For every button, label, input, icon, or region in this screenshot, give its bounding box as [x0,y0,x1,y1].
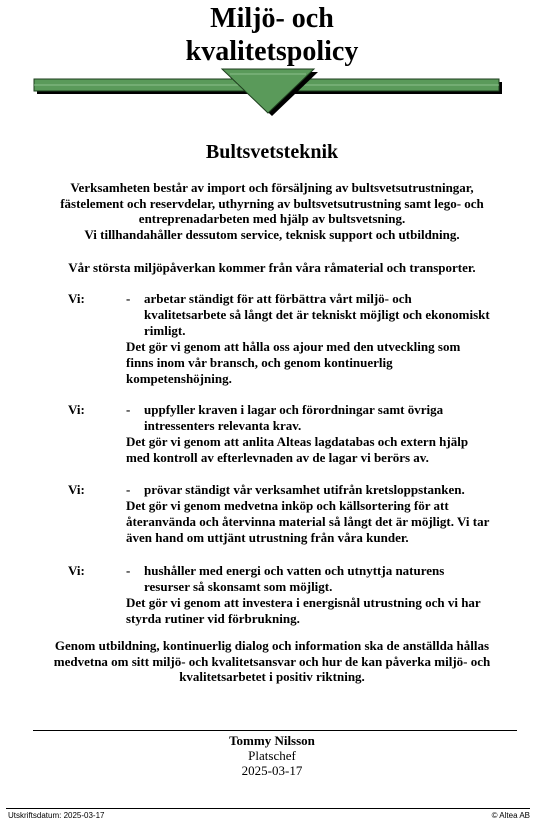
copyright-notice: © Altea AB [491,811,530,820]
title-line-2: kvalitetspolicy [185,36,359,67]
pledge-method [126,595,516,627]
pledge-method-line: även hand om uttjänt utrustning från våra kunder. [126,530,409,545]
pledge-method [126,498,516,546]
pledge-point-line: prövar ständigt vår verksamhet utifrån kretsloppstanken. [144,482,465,497]
pledge-method-line: Det gör vi genom att investera i energisnål utrustning och vi har [126,595,481,610]
company-name: Bultsvetsteknik [205,141,339,163]
pledge-method [126,434,516,466]
pledge-point [144,402,516,434]
closing-line: medvetna om sitt miljö- och kvalitetsansvar och hur de kan påverka miljö- och [53,653,491,669]
pledge-label: Vi: [68,402,85,417]
impact-statement: Vår största miljöpåverkan kommer från våra råmaterial och transporter. [68,260,476,275]
bullet-dash: - [126,402,131,417]
pledge-point-line: rimligt. [144,323,186,338]
closing-line: kvalitetsarbetet i positiv riktning. [179,669,365,684]
pledge-label: Vi: [68,291,85,306]
pledge-method-line: Det gör vi genom att anlita Alteas lagdatabas och extern hjälp [126,434,469,449]
bullet-dash: - [126,563,131,578]
pledge-point-line: resurser så skonsamt som möjligt. [144,579,333,594]
intro-line: fästelement och reservdelar, uthyrning av bultsvetsutrustning samt lego- och [60,195,484,211]
pledge-method-line: Det gör vi genom medvetna inköp och källsortering för att [126,498,449,513]
pledge-point-line: arbetar ständigt för att förbättra vårt miljö- och [144,291,412,306]
pledge-method [126,339,516,387]
pledge-point [144,291,516,339]
pledge-point [144,482,516,498]
title-line-1: Miljö- och [210,3,334,34]
pledge-method-line: återanvända och återvinna material så långt det är möjligt. Vi tar [126,514,490,529]
pledge-label: Vi: [68,563,85,578]
bullet-dash: - [126,482,131,497]
pledge-method-line: med kontroll av efterlevnaden av de lagar vi berörs av. [126,450,429,465]
print-date: Utskriftsdatum: 2025-03-17 [8,811,105,820]
signature-divider [33,730,517,731]
pledge-method-line: Det gör vi genom att hålla oss ajour med den utveckling som [126,339,461,354]
pledge-method-line: styrda rutiner vid förbrukning. [126,611,300,626]
pledge-point-line: hushåller med energi och vatten och utnyttja naturens [144,563,445,578]
signatory-name: Tommy Nilsson [229,733,315,748]
signature-block [0,733,544,778]
bullet-dash: - [126,291,131,306]
intro-line: Verksamheten består av import och försäljning av bultsvetsutrustningar, [70,180,474,195]
intro-line: Vi tillhandahåller dessutom service, teknisk support och utbildning. [84,226,460,242]
pledge-point-line: uppfyller kraven i lagar och förordningar samt övriga [144,402,444,417]
banner-graphic [0,0,544,120]
closing-line: Genom utbildning, kontinuerlig dialog och information ska de anställda hållas [54,638,490,653]
pledge-point [144,563,516,595]
intro-line: entreprenadarbeten med hjälp av bultsvetsning. [138,211,406,226]
pledge-method-line: finns inom vår bransch, och genom kontinuerlig [126,355,393,370]
pledge-point-line: kvalitetsarbete så långt det är tekniskt möjligt och ekonomiskt [144,307,490,322]
pledge-label: Vi: [68,482,85,497]
pledge-point-line: intressenters relevanta krav. [144,418,302,433]
footer-divider [6,808,530,809]
pledge-method-line: kompetenshöjning. [126,371,232,386]
signatory-role: Platschef [248,748,296,763]
signature-date: 2025-03-17 [241,763,303,778]
closing-paragraph [30,638,514,685]
intro-paragraph [30,180,514,242]
